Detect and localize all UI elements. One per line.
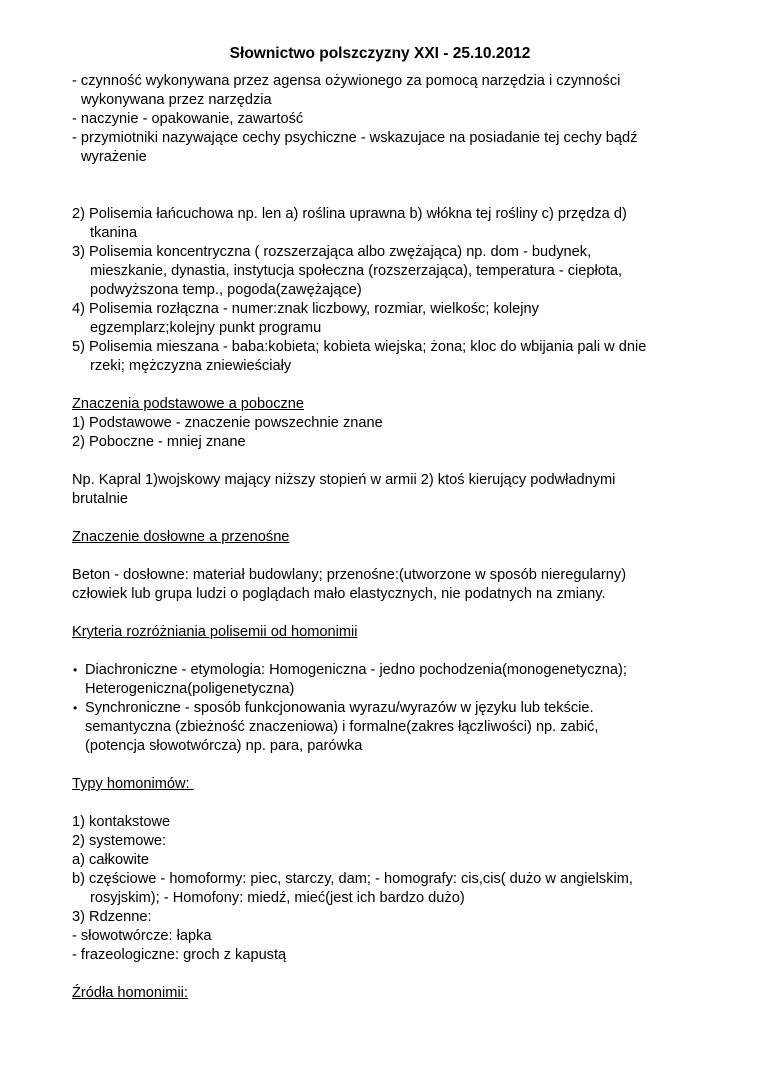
criteria-bullet-text: Synchroniczne - sposób funkcjonowania wyrazu/wyrazów w języku lub tekście.	[85, 700, 594, 716]
criteria-bullet-text: semantyczna (zbieżność znaczeniowa) i formalne(zakres łączliwości) np. zabić,	[85, 719, 599, 735]
literal-text: człowiek lub grupa ludzi o poglądach mało elastycznych, nie podatnych na zmiany.	[72, 586, 606, 602]
types-line-continuation: rosyjskim); - Homofony: miedź, mieć(jest ich bardzo dużo)	[90, 890, 465, 906]
bullet-dot: •	[73, 701, 78, 715]
intro-item: - czynność wykonywana przez agensa ożywionego za pomocą narzędzia i czynności	[72, 73, 621, 89]
polysemy-item-continuation: mieszkanie, dynastia, instytucja społeczna (rozszerzająca), temperatura - ciepłota,	[90, 263, 623, 279]
polysemy-item-continuation: podwyższona temp., pogoda(zawężające)	[90, 282, 362, 298]
criteria-bullet-text: (potencja słowotwórcza) np. para, parówka	[85, 738, 363, 754]
polysemy-item: 3) Polisemia koncentryczna ( rozszerzająca albo zwężająca) np. dom - budynek,	[72, 244, 592, 260]
basic-example-continuation: brutalnie	[72, 491, 128, 507]
polysemy-item-continuation: rzeki; mężczyzna zniewieściały	[90, 358, 292, 374]
intro-item: - naczynie - opakowanie, zawartość	[72, 111, 304, 127]
polysemy-item: 2) Polisemia łańcuchowa np. len a) roślina uprawna b) włókna tej rośliny c) przędza d)	[72, 206, 627, 222]
polysemy-item-continuation: tkanina	[90, 225, 138, 241]
polysemy-item-continuation: egzemplarz;kolejny punkt programu	[90, 320, 322, 336]
section-heading-basic: Znaczenia podstawowe a poboczne	[72, 396, 305, 412]
types-line: - słowotwórcze: łapka	[72, 928, 212, 944]
section-heading-literal: Znaczenie dosłowne a przenośne	[72, 529, 290, 545]
section-heading-types: Typy homonimów:	[72, 776, 194, 792]
types-line: 2) systemowe:	[72, 833, 167, 849]
types-line: 3) Rdzenne:	[72, 909, 152, 925]
basic-example: Np. Kapral 1)wojskowy mający niższy stopień w armii 2) ktoś kierujący podwładnymi	[72, 472, 616, 488]
basic-item: 1) Podstawowe - znaczenie powszechnie znane	[72, 415, 383, 431]
polysemy-item: 4) Polisemia rozłączna - numer:znak liczbowy, rozmiar, wielkośc; kolejny	[72, 301, 539, 317]
types-line: b) częściowe - homoformy: piec, starczy, dam; - homografy: cis,cis( dużo w angielskim,	[72, 871, 633, 887]
literal-text: Beton - dosłowne: materiał budowlany; przenośne:(utworzone w sposób nieregularny)	[72, 567, 627, 583]
types-line: 1) kontakstowe	[72, 814, 171, 830]
criteria-bullet-text: Heterogeniczna(poligenetyczna)	[85, 681, 295, 697]
page-title: Słownictwo polszczyzny XXI - 25.10.2012	[229, 45, 531, 62]
intro-item-continuation: wyrażenie	[81, 149, 147, 165]
basic-item: 2) Poboczne - mniej znane	[72, 434, 246, 450]
section-heading-criteria: Kryteria rozróżniania polisemii od homonimii	[72, 624, 358, 640]
criteria-bullet-text: Diachroniczne - etymologia: Homogeniczna - jedno pochodzenia(monogenetyczna);	[85, 662, 627, 678]
types-line: a) całkowite	[72, 852, 150, 868]
intro-item: - przymiotniki nazywające cechy psychiczne - wskazujace na posiadanie tej cechy bądź	[72, 130, 638, 146]
bullet-dot: •	[73, 663, 78, 677]
types-line: - frazeologiczne: groch z kapustą	[72, 947, 287, 963]
intro-item-continuation: wykonywana przez narzędzia	[81, 92, 272, 108]
section-heading-sources: Źródła homonimii:	[72, 985, 188, 1001]
polysemy-item: 5) Polisemia mieszana - baba:kobieta; kobieta wiejska; żona; kloc do wbijania pali w dnie	[72, 339, 647, 355]
